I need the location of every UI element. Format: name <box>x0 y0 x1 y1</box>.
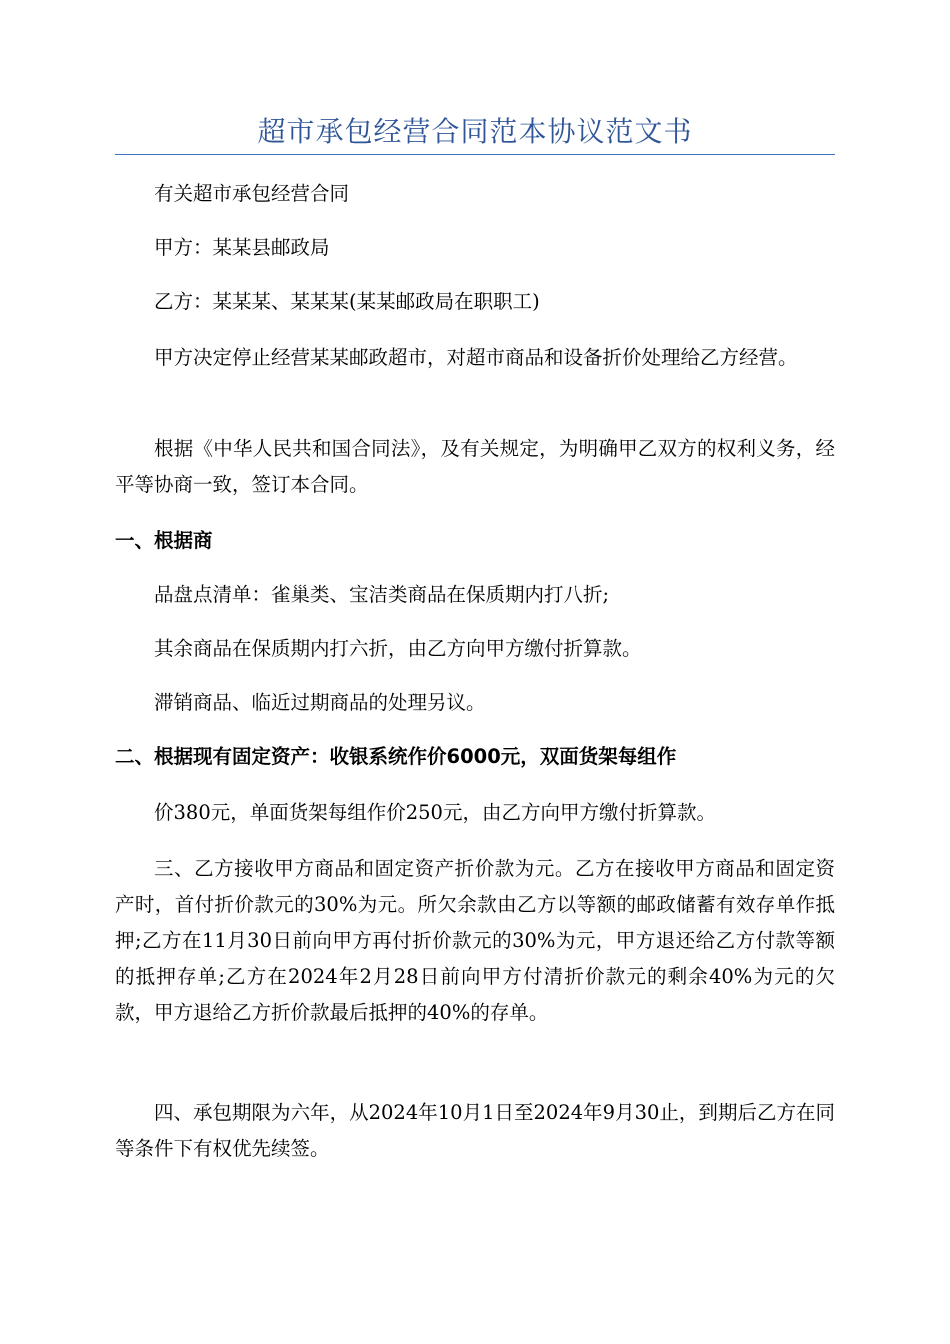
paragraph-other-goods: 其余商品在保质期内打六折，由乙方向甲方缴付折算款。 <box>154 637 642 660</box>
section-heading-2: 二、根据现有固定资产：收银系统作价6000元，双面货架每组作 <box>115 745 677 768</box>
paragraph-party-b: 乙方：某某某、某某某(某某邮政局在职职工) <box>154 290 540 313</box>
paragraph-legal-basis: 根据《中华人民共和国合同法》，及有关规定，为明确甲乙双方的权利义务，经平等协商一致，签订本合同。 <box>115 437 835 496</box>
paragraph-decision: 甲方决定停止经营某某邮政超市，对超市商品和设备折价处理给乙方经营。 <box>154 346 798 369</box>
section-heading-1: 一、根据商 <box>115 529 213 552</box>
paragraph-party-a: 甲方：某某县邮政局 <box>154 236 330 259</box>
title-underline <box>115 154 835 155</box>
paragraph-section-4: 四、承包期限为六年，从2024年10月1日至2024年9月30止，到期后乙方在同等条件下有权优先续签。 <box>115 1101 835 1160</box>
paragraph-shelf-prices: 价380元，单面货架每组作价250元，由乙方向甲方缴付折算款。 <box>154 801 716 824</box>
paragraph-inventory-list: 品盘点清单：雀巢类、宝洁类商品在保质期内打八折; <box>154 583 610 606</box>
paragraph-section-3: 三、乙方接收甲方商品和固定资产折价款为元。乙方在接收甲方商品和固定资产时，首付折价款元的30%为元。所欠余款由乙方以等额的邮政储蓄有效存单作抵押;乙方在11月30日前向甲方再付折价款元的30%为元，甲方退还给乙方付款等额的抵押存单;乙方在2024年2月28日前向甲方付清折价款元的剩余40%为元的欠款，甲方退给乙方折价款最后抵押的40%的存单。 <box>115 857 835 1024</box>
paragraph-slow-moving-goods: 滞销商品、临近过期商品的处理另议。 <box>154 691 486 714</box>
document-title: 超市承包经营合同范本协议范文书 <box>257 115 693 148</box>
paragraph-contract-name: 有关超市承包经营合同 <box>154 182 350 205</box>
